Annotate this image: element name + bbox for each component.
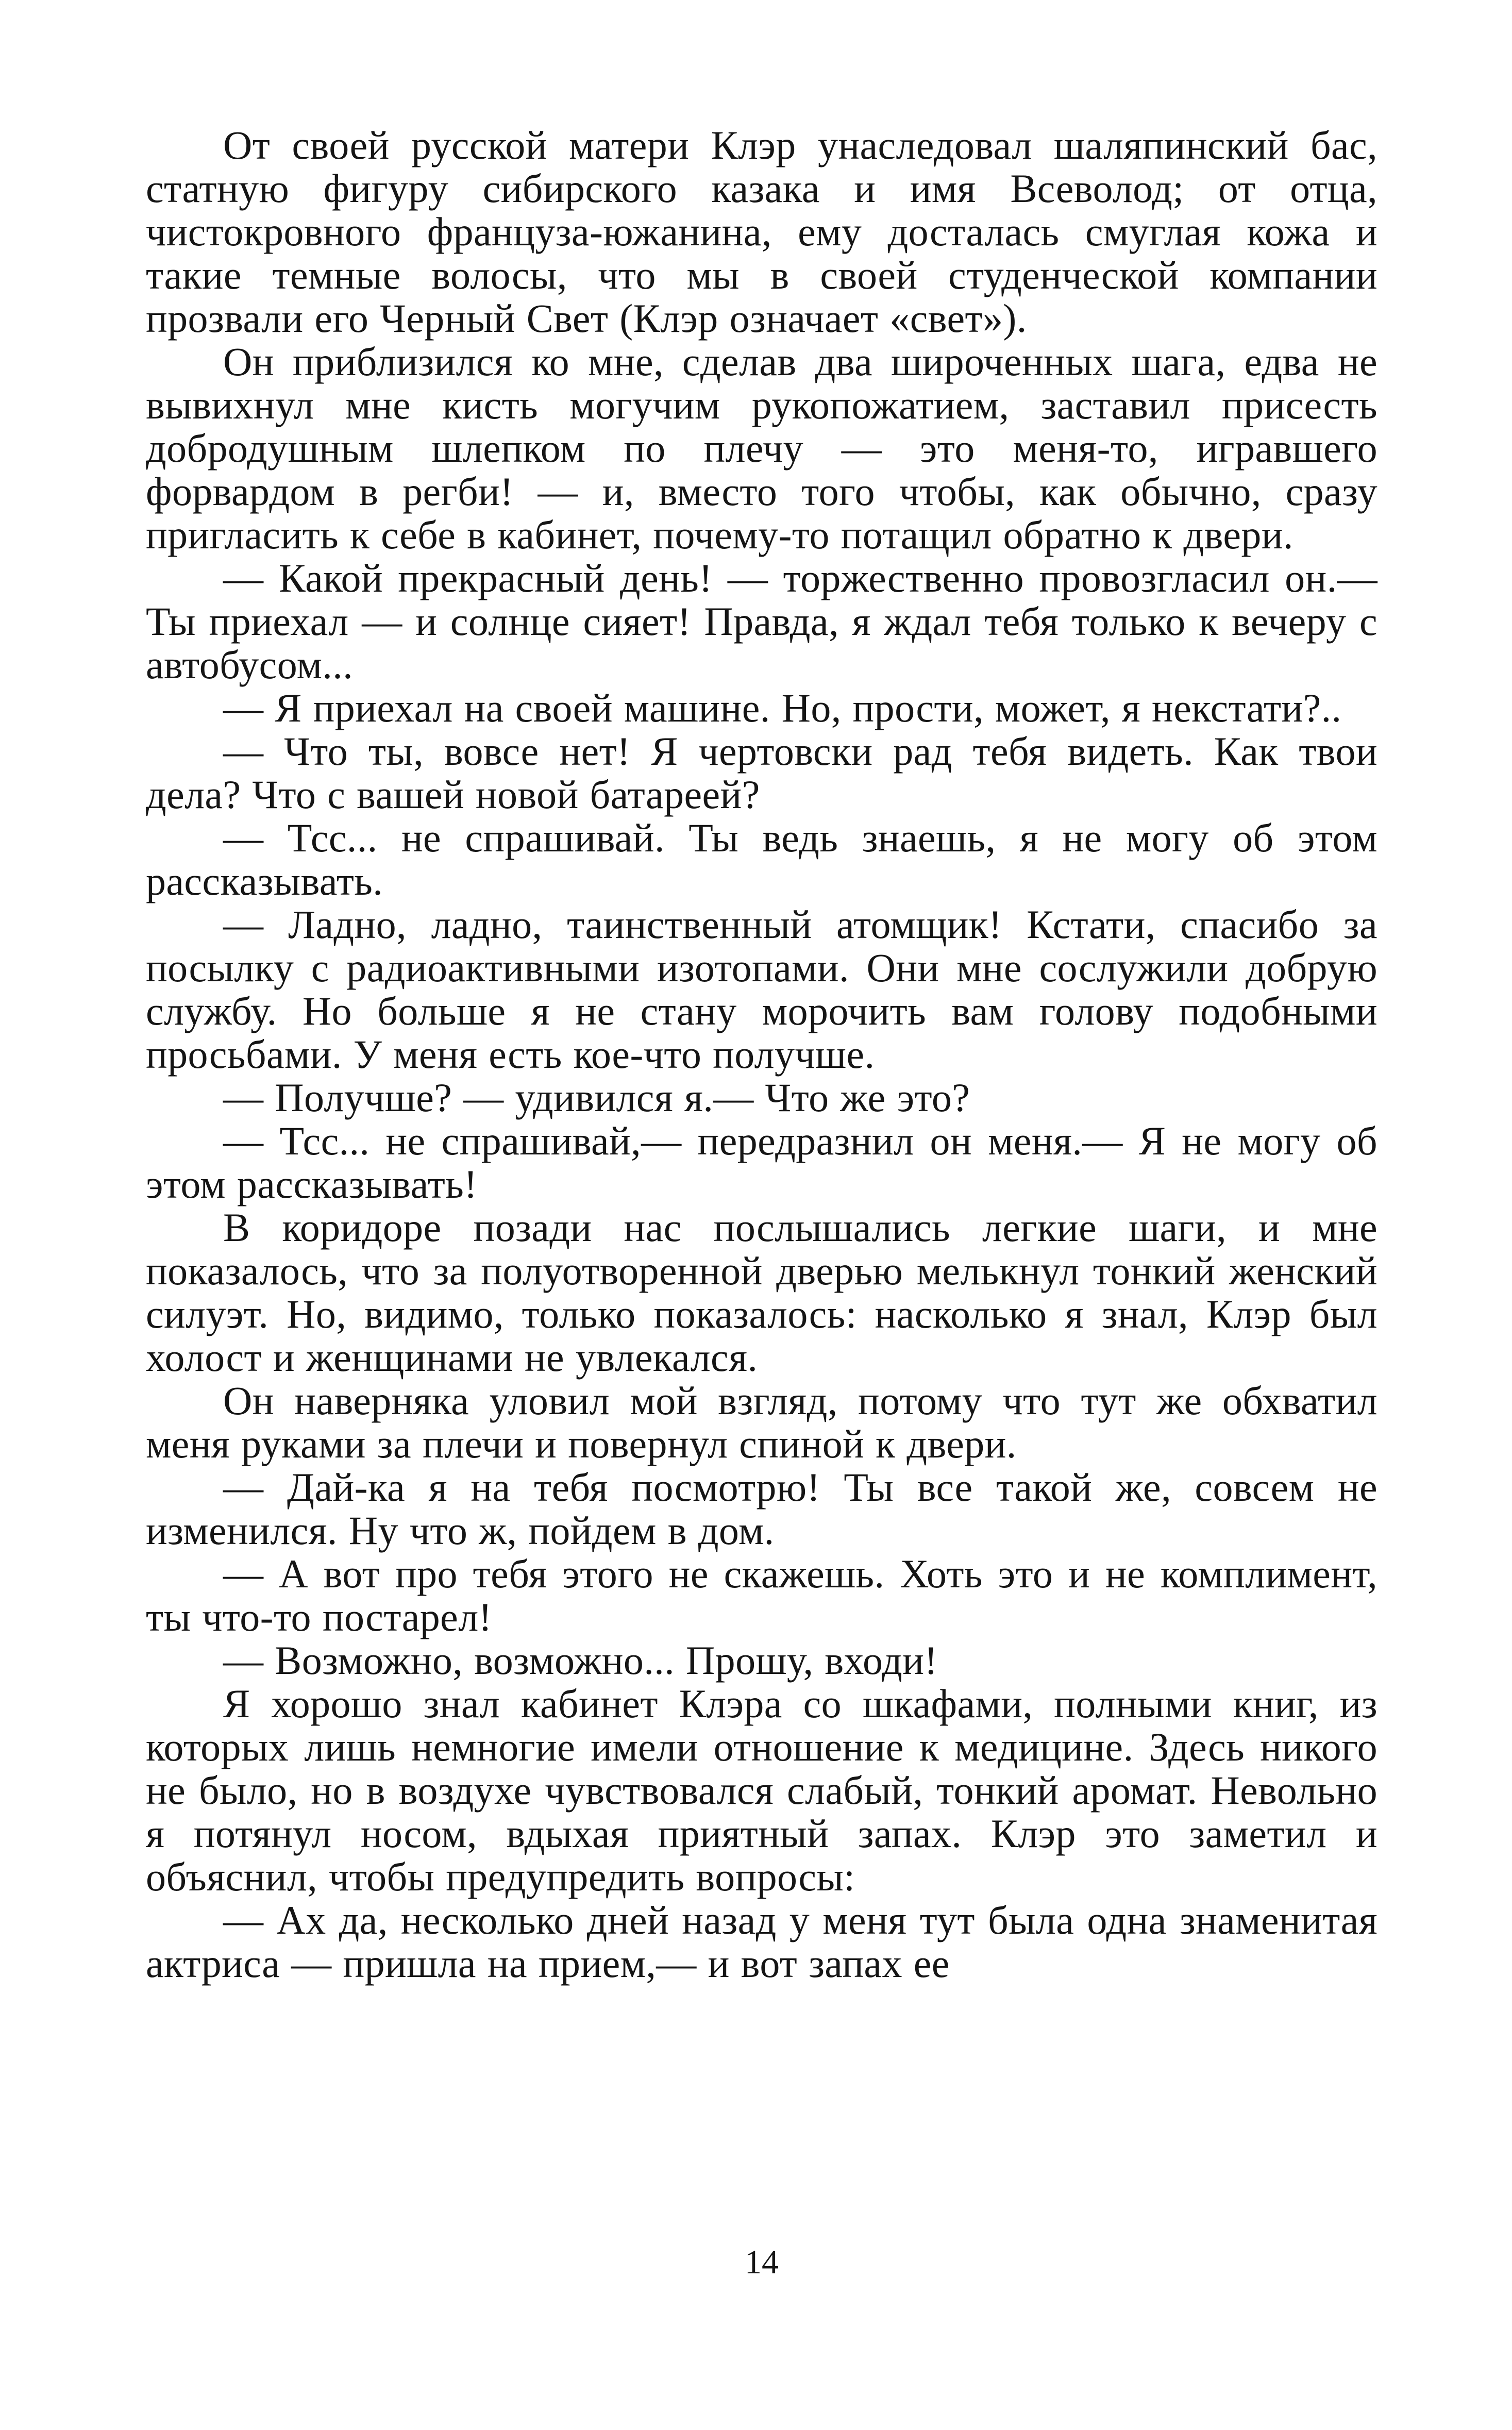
paragraph: — Получше? — удивился я.— Что же это?: [223, 1075, 970, 1120]
paragraph: — А вот про тебя этого не скажешь. Хоть это и не комплимент, ты что-то постарел!: [146, 1551, 1377, 1639]
paragraph: — Возможно, возможно... Прошу, входи!: [223, 1638, 938, 1683]
book-page: [146, 124, 1377, 2381]
paragraph: — Дай-ка я на тебя посмотрю! Ты все такой же, совсем не изменился. Ну что ж, пойдем в дом.: [146, 1465, 1377, 1553]
paragraph: От своей русской матери Клэр унаследовал шаляпинский бас, статную фигуру сибирского казака и имя Всеволод; от отца, чистокровного француза-южанина, ему досталась смуглая кожа и такие темные волосы, что мы в своей студенческой компании прозвали его Черный Свет (Клэр означает «свет»).: [146, 123, 1377, 341]
paragraph: — Тсс... не спрашивай. Ты ведь знаешь, я не могу об этом рассказывать.: [146, 815, 1377, 903]
paragraph: — Я приехал на своей машине. Но, прости, может, я некстати?..: [223, 685, 1342, 730]
paragraph: Он наверняка уловил мой взгляд, потому что тут же обхватил меня руками за плечи и повернул спиной к двери.: [146, 1378, 1377, 1466]
paragraph: Я хорошо знал кабинет Клэра со шкафами, полными книг, из которых лишь немногие имели отношение к медицине. Здесь никого не было, но в воздухе чувствовался слабый, тонкий аромат. Невольно я потянул носом, вдыхая приятный запах. Клэр это заметил и объяснил, чтобы предупредить вопросы:: [146, 1681, 1377, 1899]
paragraph: В коридоре позади нас послышались легкие шаги, и мне показалось, что за полуотворенной дверью мелькнул тонкий женский силуэт. Но, видимо, только показалось: насколько я знал, Клэр был холост и женщинами не увлекался.: [146, 1205, 1377, 1380]
page-number: 14: [745, 2243, 779, 2281]
paragraph: — Какой прекрасный день! — торжественно провозгласил он.— Ты приехал — и солнце сияет! Правда, я ждал тебя только к вечеру с автобусом...: [146, 556, 1377, 687]
paragraph: — Тсс... не спрашивай,— передразнил он меня.— Я не могу об этом рассказывать!: [146, 1118, 1377, 1206]
paragraph: Он приблизился ко мне, сделав два широченных шага, едва не вывихнул мне кисть могучим рукопожатием, заставил присесть добродушным шлепком по плечу — это меня-то, игравшего форвардом в регби! — и, вместо того чтобы, как обычно, сразу пригласить к себе в кабинет, почему-то потащил обратно к двери.: [146, 339, 1377, 557]
paragraph: — Ладно, ладно, таинственный атомщик! Кстати, спасибо за посылку с радиоактивными изотопами. Они мне сослужили добрую службу. Но больше я не стану морочить вам голову подобными просьбами. У меня есть кое-что получше.: [146, 902, 1377, 1077]
paragraph: — Что ты, вовсе нет! Я чертовски рад тебя видеть. Как твои дела? Что с вашей новой батареей?: [146, 729, 1377, 817]
paragraph: — Ах да, несколько дней назад у меня тут была одна знаменитая актриса — пришла на прием,— и вот запах ее: [146, 1898, 1377, 1986]
text-body: [146, 124, 1377, 1985]
